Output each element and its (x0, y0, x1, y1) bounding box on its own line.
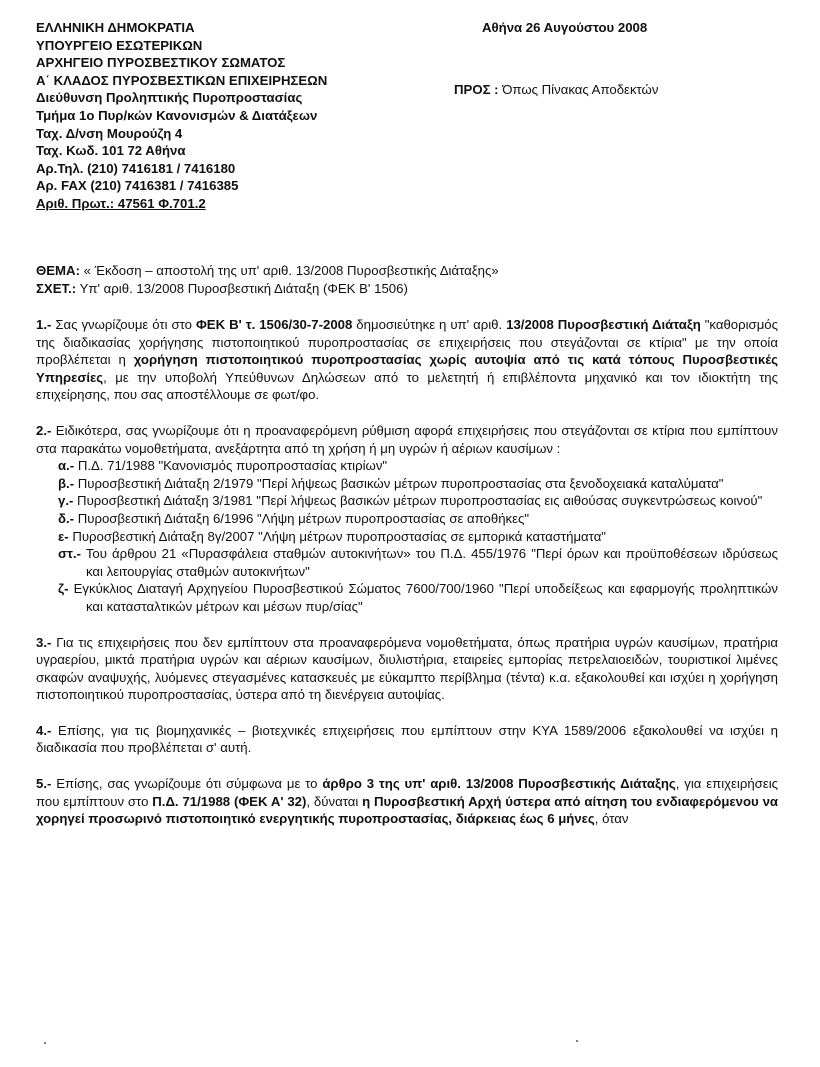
protocol-number: Αριθ. Πρωτ.: 47561 Φ.701.2 (36, 195, 206, 211)
subject-text: « Έκδοση – αποστολή της υπ' αριθ. 13/2008 Πυροσβεστικής Διάταξης» (83, 263, 499, 278)
text-run: , όταν (594, 811, 629, 827)
bold-run: ΦΕΚ Β' τ. 1506/30-7-2008 (195, 317, 353, 332)
list-item-text: Πυροσβεστική Διάταξη 6/1996 "Λήψη μέτρων πυροπροστασίας σε αποθήκες" (74, 510, 530, 526)
header-line: ΕΛΛΗΝΙΚΗ ΔΗΜΟΚΡΑΤΙΑ (36, 20, 195, 35)
scan-speck (44, 1042, 46, 1044)
bold-run: χορήγηση πιστοποιητικού πυροπροστασίας χωρίς αυτοψία από τις κατά τόπους Πυροσβεστικές Υπηρεσίες (36, 352, 778, 385)
header-line: Ταχ. Κωδ. 101 72 Αθήνα (36, 143, 186, 159)
paragraph-2 (36, 422, 778, 616)
list-item-text: Εγκύκλιος Διαταγή Αρχηγείου Πυροσβεστικού Σώματος 7600/700/1960 "Περί υποδείξεως και εφαρμογής προληπτικών και κατασταλτικών μέτρων και μέσων πυρ/σίας" (68, 581, 778, 614)
list-item (36, 492, 778, 510)
list-item (36, 528, 778, 546)
text-run: Ειδικότερα, σας γνωρίζουμε ότι η προαναφερόμενη ρύθμιση αφορά επιχειρήσεις που στεγάζονται σε κτίρια που εμπίπτουν στα παρακάτω νομοθετήματα, ανεξάρτητα από τη χρήση ή μη υγρών ή αέριων καυσίμων : (36, 422, 778, 456)
paragraph-2-intro (36, 422, 778, 457)
subject-block (36, 262, 786, 297)
header-line: Διεύθυνση Προληπτικής Πυροπροστασίας (36, 90, 303, 106)
legislation-list (36, 457, 778, 615)
list-item (36, 457, 778, 475)
paragraph-1 (36, 316, 778, 404)
text-run: "καθορισμός της διαδικασίας χορήγησης πιστοποιητικού πυροπροστασίας σε επιχειρήσεις που στεγάζονται σε κτίρια" με την οποία προβλέπεται η (36, 317, 778, 368)
paragraph-number: 1.- (36, 317, 52, 332)
text-run: Επίσης, σας γνωρίζουμε ότι σύμφωνα με το (51, 776, 323, 792)
header-line: Ταχ. Δ/νση Μουρούζη 4 (36, 125, 183, 141)
bold-run: άρθρο 3 της υπ' αριθ. 13/2008 Πυροσβεστικής Διάταξης (322, 776, 676, 792)
list-item-text: Πυροσβεστική Διάταξη 2/1979 "Περί λήψεως βασικών μέτρων πυροπροστασίας στα ξενοδοχειακά καταλύματα" (74, 475, 724, 491)
paragraph-5 (36, 775, 778, 828)
list-item (36, 545, 778, 580)
text-run: , για επιχειρήσεις που εμπίπτουν στο (36, 776, 778, 809)
header-line: Α΄ ΚΛΑΔΟΣ ΠΥΡΟΣΒΕΣΤΙΚΩΝ ΕΠΙΧΕΙΡΗΣΕΩΝ (36, 72, 328, 88)
list-marker: στ.- (58, 546, 81, 562)
text-run: Για τις επιχειρήσεις που δεν εμπίπτουν στα προαναφερόμενα νομοθετήματα, όπως πρατήρια υγρών καυσίμων, πρατήρια υγραερίου, μικτά πρατήρια υγρών και αέριων καυσίμων, διυλιστήρια, εταιρείες εμπορίας πετρελαιοειδών, τουριστικοί λιμένες σκαφών αναψυχής, λυόμενες στεγασμένες κατασκευές με εύκαμπτο περίβλημα (τέντα) κ.α. εξακολουθεί και ισχύει η χορήγηση πιστοποιητικού πυροπροστασίας, ύστερα από τη διενέργεια αυτοψίας. (36, 634, 778, 703)
list-item-text: Πυροσβεστική Διάταξη 3/1981 "Περί λήψεως βασικών μέτρων πυροπροστασίας εις αιθούσας συγκεντρώσεως κοινού" (73, 493, 763, 509)
header-line: ΑΡΧΗΓΕΙΟ ΠΥΡΟΣΒΕΣΤΙΚΟΥ ΣΩΜΑΤΟΣ (36, 55, 286, 71)
header-line: Αρ. FAX (210) 7416381 / 7416385 (36, 178, 239, 194)
paragraph-number: 2.- (36, 422, 52, 438)
list-marker: γ.- (58, 493, 74, 509)
list-item (36, 580, 778, 615)
paragraph-3 (36, 634, 778, 704)
subject-row (36, 262, 786, 280)
paragraph-4 (36, 722, 778, 757)
bold-run: η Πυροσβεστική Αρχή ύστερα από αίτηση του ενδιαφερόμενου να χορηγεί προσωρινό πιστοποιητικό ενεργητικής πυροπροστασίας, διάρκειας έως 6 μήνες (36, 793, 779, 827)
header-line: Αρ.Τηλ. (210) 7416181 / 7416180 (36, 160, 236, 176)
text-run: , με την υποβολή Υπεύθυνων Δηλώσεων από το μελετητή ή επιβλέποντα μηχανικό και τον ιδιοκτήτη της επιχείρησης, που σας αποστέλλουμε σε φωτ/φο. (36, 369, 778, 403)
recipient-value: Όπως Πίνακας Αποδεκτών (502, 82, 659, 97)
text-run: δημοσιεύτηκε η υπ' αριθ. (352, 317, 507, 332)
list-marker: β.- (58, 475, 75, 491)
list-marker: ε- (58, 528, 69, 544)
recipient-label: ΠΡΟΣ : (454, 82, 499, 97)
list-marker: δ.- (58, 510, 75, 526)
paragraph-number: 4.- (36, 722, 52, 738)
list-item-text: Του άρθρου 21 «Πυρασφάλεια σταθμών αυτοκινήτων» του Π.Δ. 455/1976 "Περί όρων και προϋποθέσεων ιδρύσεως και λειτουργίας σταθμών αυτοκινήτων" (80, 546, 778, 579)
paragraph-number: 3.- (36, 634, 52, 650)
reference-row (36, 280, 786, 298)
document-body (36, 316, 778, 846)
text-run: Επίσης, για τις βιομηχανικές – βιοτεχνικές επιχειρήσεις που εμπίπτουν στην ΚΥΑ 1589/2006 εξακολουθεί να ισχύει η διαδικασία που προβλέπεται σ' αυτή. (36, 722, 778, 756)
header-line: Τμήμα 1ο Πυρ/κών Κανονισμών & Διατάξεων (36, 107, 318, 123)
subject-label: ΘΕΜΑ: (36, 263, 80, 278)
recipient-line (454, 81, 658, 99)
bold-run: 13/2008 Πυροσβεστική Διάταξη (506, 317, 701, 332)
list-item (36, 510, 778, 528)
scan-speck (576, 1040, 578, 1042)
bold-run: Π.Δ. 71/1988 (ΦΕΚ Α' 32) (152, 793, 307, 809)
list-item (36, 475, 778, 493)
issuer-block (36, 19, 476, 213)
list-marker: α.- (58, 458, 75, 474)
reference-label: ΣΧΕΤ.: (36, 280, 77, 296)
list-item-text: Πυροσβεστική Διάταξη 8γ/2007 "Λήψη μέτρων πυροπροστασίας σε εμπορικά καταστήματα" (68, 528, 606, 544)
document-date: Αθήνα 26 Αυγούστου 2008 (482, 20, 648, 35)
list-item-text: Π.Δ. 71/1988 "Κανονισμός πυροπροστασίας κτιρίων" (74, 458, 388, 474)
paragraph-number: 5.- (36, 776, 52, 792)
list-marker: ζ- (58, 581, 69, 597)
text-run: Σας γνωρίζουμε ότι στο (51, 317, 196, 332)
text-run: , δύναται (306, 793, 363, 809)
header-line: ΥΠΟΥΡΓΕΙΟ ΕΣΩΤΕΡΙΚΩΝ (36, 37, 203, 53)
reference-text: Υπ' αριθ. 13/2008 Πυροσβεστική Διάταξη (ΦΕΚ Β' 1506) (79, 280, 408, 296)
